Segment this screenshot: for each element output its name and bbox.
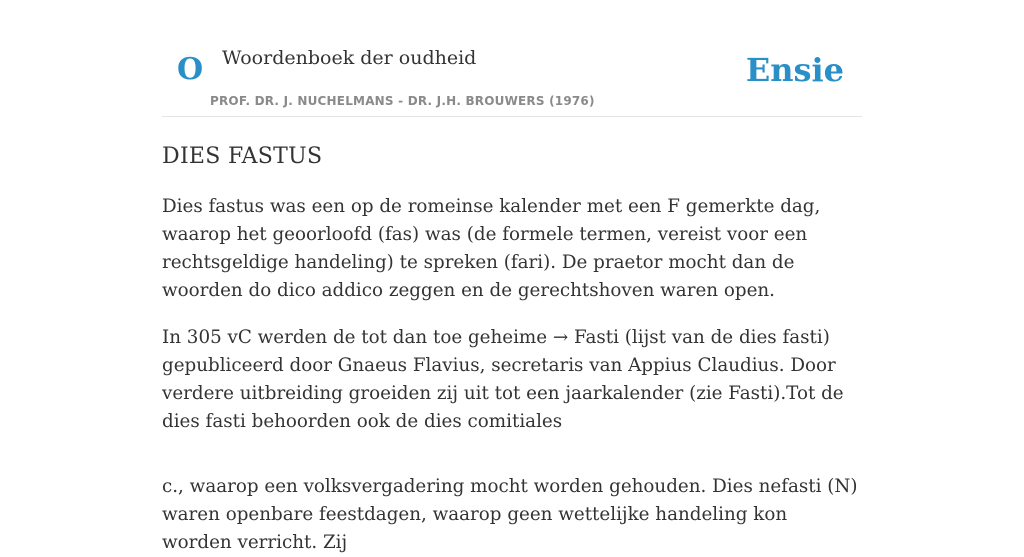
page: [162, 0, 862, 553]
arrow-right-icon: →: [552, 327, 569, 348]
index-letter[interactable]: O: [177, 52, 204, 87]
paragraph-3: c., waarop een volksvergadering mocht worden gehouden. Dies nefasti (N) waren openbare feestdagen, waarop geen wettelijke handeling kon worden verricht. Zij: [162, 476, 858, 553]
paragraph-1: Dies fastus was een op de romeinse kalender met een F gemerkte dag, waarop het geoorloofd (fas) was (de formele termen, vereist voor een rechtsgeldige handeling) te spreken (fari). De praetor mocht dan de woorden do dico addico zeggen en de gerechtshoven waren open.: [162, 196, 821, 301]
book-authors: PROF. DR. J. NUCHELMANS - DR. J.H. BROUWERS (1976): [210, 94, 595, 108]
book-title[interactable]: Woordenboek der oudheid: [222, 47, 477, 69]
fasti-link[interactable]: Fasti: [574, 327, 619, 348]
entry-title: DIES FASTUS: [162, 144, 323, 169]
ensie-logo[interactable]: Ensie: [745, 51, 844, 89]
paragraph-2-text-start: In 305 vC werden de tot dan toe geheime: [162, 327, 553, 348]
entry-body: [162, 193, 862, 557]
header: [162, 0, 862, 117]
paragraph-2-text-end: (lijst van de dies fasti) gepubliceerd door Gnaeus Flavius, secretaris van Appius Claudius. Door verdere uitbreiding groeiden zij uit tot een jaarkalender (zie Fasti).Tot de dies fasti behoorden ook de dies comitiales: [162, 327, 844, 432]
paragraph-2: [162, 324, 862, 436]
